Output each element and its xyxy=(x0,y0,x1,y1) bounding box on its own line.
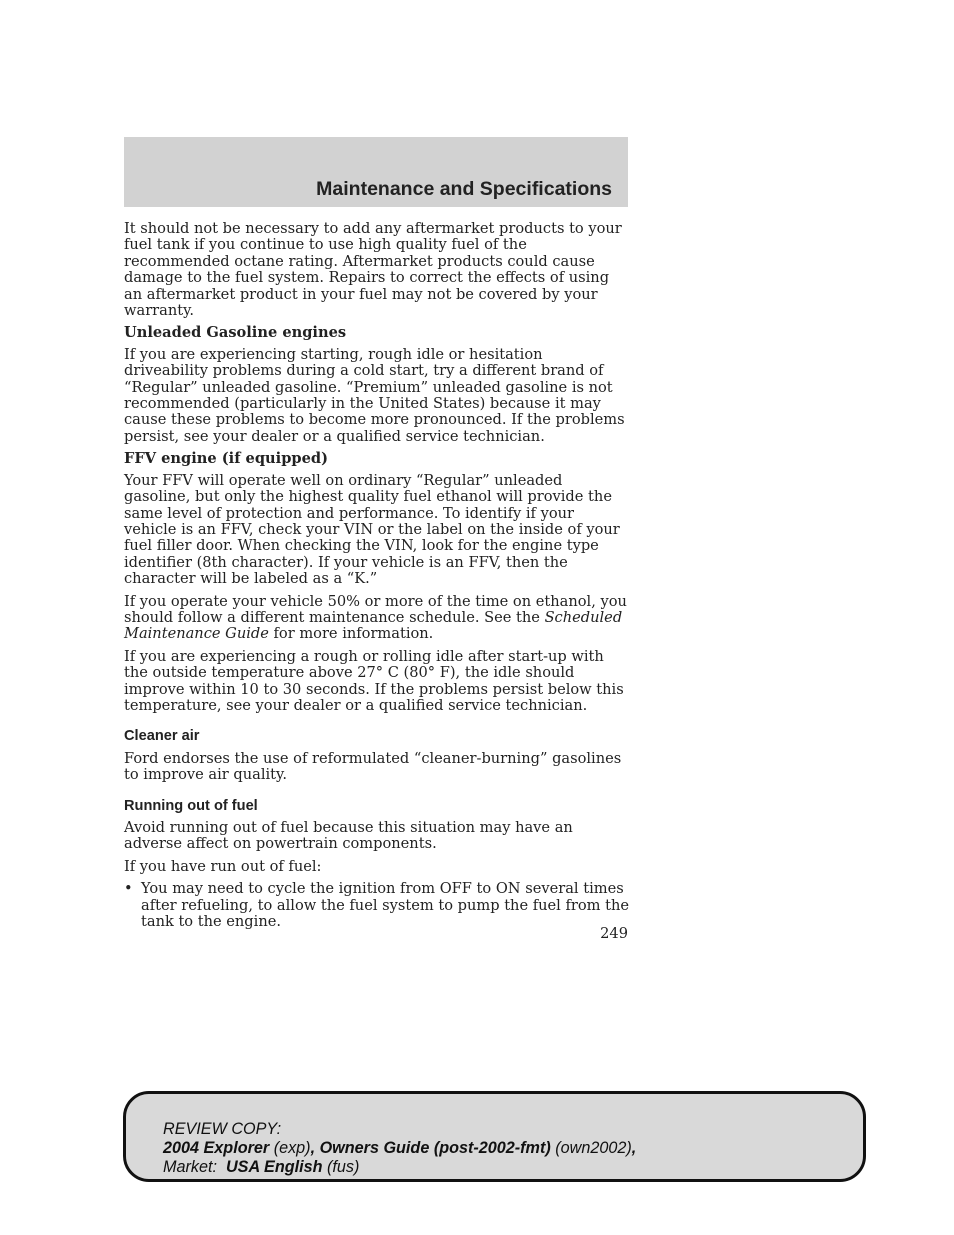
paragraph-ethanol xyxy=(124,594,630,643)
section-header-bar xyxy=(124,137,628,207)
guide-name: Owners Guide (post-2002-fmt) xyxy=(319,1139,551,1157)
separator-2: , xyxy=(631,1139,637,1157)
heading-cleaner-air: Cleaner air xyxy=(124,728,200,745)
heading-unleaded-gasoline: Unleaded Gasoline engines xyxy=(124,324,347,342)
guide-code: (own2002) xyxy=(555,1139,632,1157)
bullet-list xyxy=(124,881,630,930)
section-title: Maintenance and Specifications xyxy=(316,178,612,200)
market-name: USA English xyxy=(225,1158,323,1176)
heading-running-out-of-fuel: Running out of fuel xyxy=(124,797,258,814)
paragraph-avoid-running-out: Avoid running out of fuel because this situation may have an adverse affect on powertrain components. xyxy=(124,819,573,853)
heading-ffv-engine: FFV engine (if equipped) xyxy=(124,450,328,468)
paragraph-ethanol-text: If you operate your vehicle 50% or more of the time on ethanol, you should follow a different maintenance schedule. See the xyxy=(124,592,627,626)
list-item: • You may need to cycle the ignition from OFF to ON several times after refueling, to allow the fuel system to pump the fuel from the tank to the engine. xyxy=(124,881,630,930)
review-copy-box xyxy=(123,1091,866,1182)
review-copy-text xyxy=(163,1120,636,1177)
review-copy-line-1 xyxy=(163,1120,636,1139)
model-code: (exp) xyxy=(273,1139,311,1157)
paragraph-aftermarket: It should not be necessary to add any aftermarket products to your fuel tank if you continue to use high quality fuel of the recommended octane rating. Aftermarket products could cause damage to the fuel system. Repairs to correct the effects of using an aftermarket product in your fuel may not be covered by your warranty. xyxy=(124,220,622,320)
market-code: (fus) xyxy=(327,1158,360,1176)
paragraph-cleaner-air: Ford endorses the use of reformulated “cleaner-burning” gasolines to improve air quality. xyxy=(124,749,622,784)
paragraph-unleaded: If you are experiencing starting, rough idle or hesitation driveability problems during a cold start, try a different brand of “Regular” unleaded gasoline. “Premium” unleaded gasoline is not recommended (particularly in the United States) because it may cause these problems to become more pronounced. If the problems persist, see your dealer or a qualified service technician. xyxy=(124,345,625,445)
paragraph-if-run-out: If you have run out of fuel: xyxy=(124,857,322,875)
maintenance-guide-reference: Scheduled Maintenance Guide xyxy=(124,608,623,643)
page-number: 249 xyxy=(600,925,628,942)
page-content xyxy=(124,221,630,930)
paragraph-rough-idle: If you are experiencing a rough or rolling idle after start-up with the outside temperature above 27° C (80° F), the idle should improve within 10 to 30 seconds. If the problems persist below this temperature, see your dealer or a qualified service technician. xyxy=(124,647,624,714)
review-copy-line-2 xyxy=(163,1139,636,1158)
paragraph-ethanol-text-end: for more information. xyxy=(268,625,434,643)
market-label: Market: xyxy=(163,1158,217,1176)
paragraph-ffv: Your FFV will operate well on ordinary “Regular” unleaded gasoline, but only the highest quality fuel ethanol will provide the same level of protection and performance. To identify if your vehicle is an FFV, check your VIN or the label on the inside of your fuel filler door. When checking the VIN, look for the engine type identifier (8th character). If your vehicle is an FFV, then the character will be labeled as a “K.” xyxy=(124,471,620,588)
review-copy-label: REVIEW COPY: xyxy=(163,1120,282,1138)
review-copy-line-3 xyxy=(163,1158,636,1177)
model-name: 2004 Explorer xyxy=(163,1139,270,1157)
separator: , xyxy=(310,1139,320,1157)
